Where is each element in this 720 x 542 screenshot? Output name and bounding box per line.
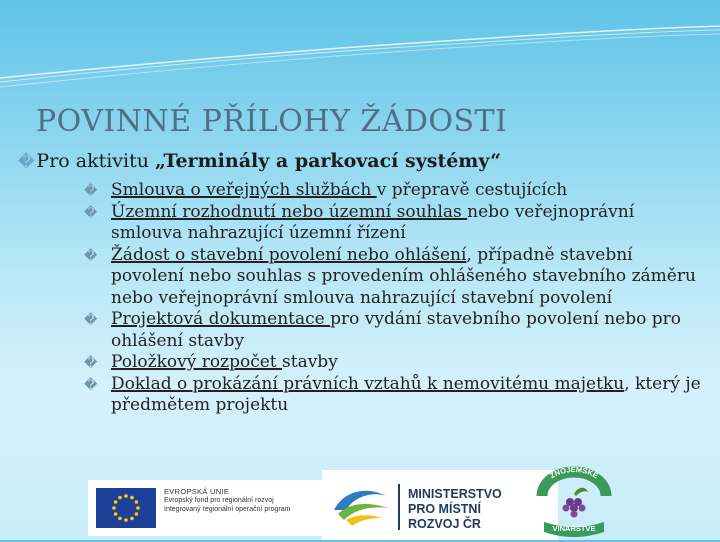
list-item [84, 309, 704, 352]
level1-activity-name: „Terminály a parkovací systémy“ [155, 150, 502, 172]
item-text: pro vydání stavebního povolení nebo pro ohlášení stavby [111, 309, 681, 351]
mas-logo [534, 466, 614, 538]
bullet-icon: � [84, 313, 98, 328]
mmr-emblem-icon [330, 480, 394, 530]
list-item [84, 352, 704, 374]
item-text: , případně stavební povolení nebo souhlas s provedením ohlášeného stavebního záměru nebo veřejnoprávní smlouva nahrazující stavební povolení [111, 244, 696, 308]
grapes-icon [563, 488, 589, 518]
item-underlined-text: Doklad o prokázání právních vztahů k nemovitému majetku [111, 373, 625, 394]
eu-logo-text [164, 487, 290, 514]
item-underlined-text: Územní rozhodnutí nebo územní souhlas [111, 201, 468, 222]
bullet-icon: � [84, 184, 98, 199]
logo-strip [80, 466, 708, 540]
item-underlined-text: Žádost o stavební povolení nebo ohlášení [111, 244, 467, 265]
item-underlined-text: Položkový rozpočet [111, 352, 283, 372]
item-text: nebo veřejnoprávní smlouva nahrazující územní řízení [111, 201, 635, 243]
eu-fund: Evropský fond pro regionální rozvoj [164, 497, 274, 504]
bullet-icon: � [84, 205, 98, 221]
square-bullet-icon: � [18, 152, 35, 171]
mas-bottom-text: VINARSTVE [552, 524, 596, 533]
eu-flag-icon [96, 488, 156, 528]
eu-name: EVROPSKÁ UNIE [164, 487, 230, 496]
list-item [84, 245, 704, 310]
eu-logo [88, 480, 328, 536]
bullet-icon: � [84, 248, 98, 264]
item-text: v přepravě cestujících [376, 180, 568, 200]
list-item [84, 180, 704, 202]
mmr-line2: PRO MÍSTNÍ [408, 502, 481, 516]
item-underlined-text: Projektová dokumentace [111, 309, 331, 329]
mmr-divider [398, 484, 400, 530]
mmr-line3: ROZVOJ ČR [408, 517, 481, 531]
decorative-wave [0, 0, 720, 110]
eu-program: Integrovaný regionální operační program [164, 506, 291, 513]
mmr-logo-text [408, 487, 502, 532]
mas-top-text: ZNOJEMSKÉ [548, 466, 600, 481]
item-text: , který je předmětem projektu [111, 373, 701, 415]
slide-title: POVINNÉ PŘÍLOHY ŽÁDOSTI [36, 104, 508, 139]
level1-prefix: Pro aktivitu [36, 150, 156, 172]
bullet-icon: � [84, 356, 98, 371]
list-item [84, 374, 704, 417]
bullet-icon: � [84, 377, 98, 393]
level1-bullet [18, 150, 501, 172]
mmr-line1: MINISTERSTVO [408, 487, 502, 501]
mmr-logo [322, 470, 558, 540]
attachments-list [84, 180, 704, 417]
item-text: stavby [282, 352, 338, 372]
list-item [84, 202, 704, 245]
item-underlined-text: Smlouva o veřejných službách [111, 180, 377, 200]
